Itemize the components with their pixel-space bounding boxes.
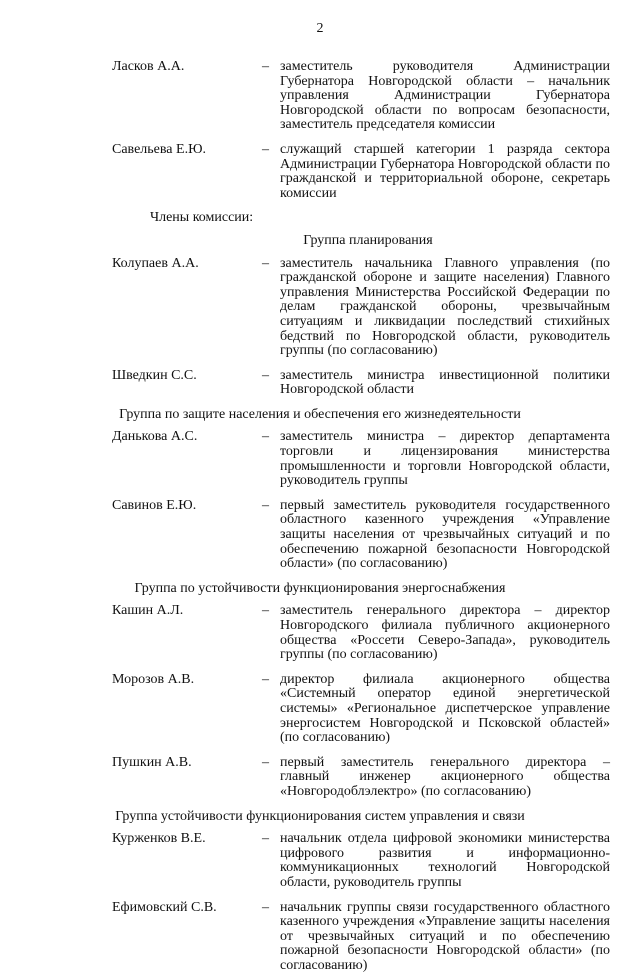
member-entry bbox=[0, 369, 640, 398]
member-role: первый заместитель руководителя государственного областного казенного учреждения «Управление защиты населения от чрезвычайных ситуаций и по обеспечению пожарной безопасности Новгородской области» (по согласованию) bbox=[280, 499, 610, 572]
member-role: заместитель генерального директора – директор Новгородского филиала публичного акционерного общества «Россети Северо-Запада», руководитель группы (по согласованию) bbox=[280, 604, 610, 662]
dash: – bbox=[262, 143, 276, 158]
member-name: Ласков А.А. bbox=[112, 60, 252, 75]
member-role: первый заместитель генерального директора – главный инженер акционерного общества «Новгородоблэлектро» (по согласованию) bbox=[280, 756, 610, 800]
member-name: Савельева Е.Ю. bbox=[112, 143, 252, 158]
dash: – bbox=[262, 832, 276, 847]
group-title: Группа устойчивости функционирования систем управления и связи bbox=[0, 810, 640, 825]
dash: – bbox=[262, 756, 276, 771]
member-name: Савинов Е.Ю. bbox=[112, 499, 252, 514]
member-entry bbox=[0, 430, 640, 488]
member-role: директор филиала акционерного общества «Системный оператор единой энергетической системы» «Региональное диспетчерское управление энергосистем Новгородской и Псковской областей» (по согласованию) bbox=[280, 673, 610, 746]
member-entry bbox=[0, 756, 640, 800]
member-name: Колупаев А.А. bbox=[112, 257, 252, 272]
dash: – bbox=[262, 901, 276, 916]
member-entry bbox=[0, 60, 640, 133]
member-entry bbox=[0, 832, 640, 890]
member-name: Пушкин А.В. bbox=[112, 756, 252, 771]
member-name: Данькова А.С. bbox=[112, 430, 252, 445]
members-label: Члены комиссии: bbox=[150, 211, 640, 226]
member-name: Кашин А.Л. bbox=[112, 604, 252, 619]
dash: – bbox=[262, 499, 276, 514]
member-entry bbox=[0, 499, 640, 572]
dash: – bbox=[262, 673, 276, 688]
member-name: Морозов А.В. bbox=[112, 673, 252, 688]
dash: – bbox=[262, 430, 276, 445]
group-title: Группа по защите населения и обеспечения его жизнедеятельности bbox=[0, 408, 640, 423]
member-entry bbox=[0, 604, 640, 662]
member-name: Шведкин С.С. bbox=[112, 369, 252, 384]
member-role: служащий старшей категории 1 разряда сектора Администрации Губернатора Новгородской области по гражданской и территориальной обороне, секретарь комиссии bbox=[280, 143, 610, 201]
member-role: начальник отдела цифровой экономики министерства цифрового развития и информационно-коммуникационных технологий Новгородской области, руководитель группы bbox=[280, 832, 610, 890]
dash: – bbox=[262, 369, 276, 384]
member-role: начальник группы связи государственного областного казенного учреждения «Управление защиты населения от чрезвычайных ситуаций и по обеспечению пожарной безопасности Новгородской области» (по согласованию) bbox=[280, 901, 610, 973]
member-entry bbox=[0, 673, 640, 746]
member-entry bbox=[0, 257, 640, 359]
dash: – bbox=[262, 604, 276, 619]
member-entry bbox=[0, 901, 640, 973]
member-entry bbox=[0, 143, 640, 201]
member-role: заместитель начальника Главного управления (по гражданской обороне и защите населения) Главного управления Министерства Российской Федерации по делам гражданской обороны, чрезвычайным ситуациям и ликвидации последствий стихийных бедствий по Новгородской области, руководитель группы (по согласованию) bbox=[280, 257, 610, 359]
group-title: Группа планирования bbox=[0, 234, 640, 249]
dash: – bbox=[262, 257, 276, 272]
member-role: заместитель министра инвестиционной политики Новгородской области bbox=[280, 369, 610, 398]
member-name: Ефимовский С.В. bbox=[112, 901, 252, 916]
page-number: 2 bbox=[0, 20, 640, 60]
dash: – bbox=[262, 60, 276, 75]
group-title: Группа по устойчивости функционирования энергоснабжения bbox=[0, 582, 640, 597]
member-role: заместитель руководителя Администрации Губернатора Новгородской области – начальник управления Администрации Губернатора Новгородской области по вопросам безопасности, заместитель председателя комиссии bbox=[280, 60, 610, 133]
member-name: Курженков В.Е. bbox=[112, 832, 252, 847]
member-role: заместитель министра – директор департамента торговли и лицензирования министерства промышленности и торговли Новгородской области, руководитель группы bbox=[280, 430, 610, 488]
